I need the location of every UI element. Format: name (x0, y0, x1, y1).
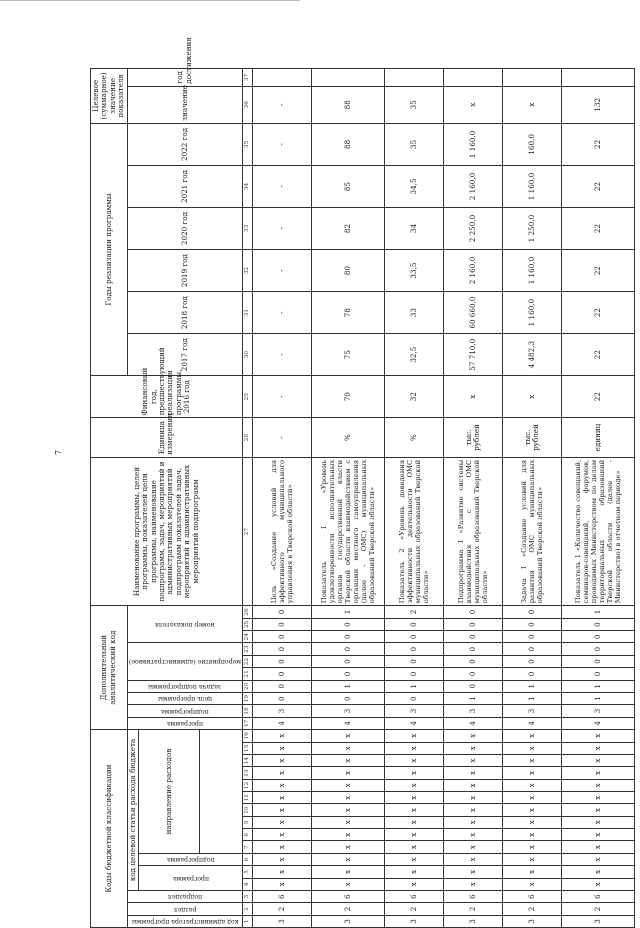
code-cell: 6 (311, 890, 384, 902)
code-cell: 2 (311, 903, 384, 915)
code-cell: x (384, 853, 443, 865)
code-cell: 3 (502, 705, 561, 717)
code-cell: 0 (561, 643, 634, 655)
code-cell: x (502, 779, 561, 791)
column-number: 24 (242, 631, 252, 643)
code-cell: 0 (443, 668, 502, 680)
subprogram-label: подпрограмма (161, 707, 209, 715)
row-base-value: 22 (561, 376, 634, 418)
code-cell: x (443, 878, 502, 890)
code-cell: x (561, 853, 634, 865)
code-cell: 1 (311, 680, 384, 692)
code-cell: 0 (311, 631, 384, 643)
year-value: 88 (311, 123, 384, 165)
code-cell: x (252, 878, 311, 890)
code-cell: x (561, 841, 634, 853)
code-cell: x (384, 767, 443, 779)
code-cell: 0 (502, 618, 561, 630)
subsection-label: подраздел (167, 893, 202, 901)
code-cell: 3 (311, 705, 384, 717)
code-cell: x (252, 853, 311, 865)
year-2019: 2019 год (127, 250, 242, 292)
code-cell: 0 (384, 618, 443, 630)
year-value: 32,5 (384, 334, 443, 376)
code-cell: x (561, 754, 634, 766)
code-cell: x (311, 779, 384, 791)
year-value: 1 160,0 (502, 292, 561, 334)
code-cell: 4 (443, 717, 502, 729)
code-cell: 0 (561, 668, 634, 680)
target-year (443, 69, 502, 87)
program-table (90, 37, 635, 928)
code-cell: 3 (252, 915, 311, 927)
code-cell: 0 (502, 606, 561, 619)
code-cell: 2 (502, 903, 561, 915)
column-number: 10 (242, 804, 252, 816)
code-cell: x (311, 878, 384, 890)
code-cell: 1 (561, 692, 634, 704)
code-cell: 0 (502, 631, 561, 643)
year-value: 57 710,0 (443, 334, 502, 376)
column-number: 20 (242, 680, 252, 692)
code-cell: x (502, 754, 561, 766)
code-cell: x (561, 804, 634, 816)
page-number: 7 (54, 449, 64, 456)
code-cell: 3 (384, 915, 443, 927)
code-cell: 0 (502, 655, 561, 667)
target-year (252, 69, 311, 87)
budget-codes-header: Коды бюджетной классификации (91, 730, 128, 928)
row-name: Показатель 2 «Уровень доведения эффективности деятельности ОМС муниципальных образований Тверской области» (384, 457, 443, 605)
year-2022: 2022 год (127, 123, 242, 165)
code-cell: 3 (384, 705, 443, 717)
code-cell: x (384, 742, 443, 754)
code-cell: x (384, 816, 443, 828)
code-cell: x (502, 804, 561, 816)
code-cell: x (311, 804, 384, 816)
year-value: 22 (561, 334, 634, 376)
code-cell: 0 (311, 668, 384, 680)
code-cell: x (252, 816, 311, 828)
year-value: 78 (311, 292, 384, 334)
target-code-label: код целевой статьи расхода бюджета (127, 730, 138, 891)
column-number: 16 (242, 730, 252, 743)
row-unit: % (384, 418, 443, 458)
code-cell: 2 (561, 903, 634, 915)
column-number: 30 (242, 334, 252, 376)
code-cell: 1 (384, 680, 443, 692)
target-year-label: год достижения (127, 69, 242, 87)
code-cell: 0 (252, 643, 311, 655)
row-unit: тыс. рублей (502, 418, 561, 458)
code-cell: 1 (502, 692, 561, 704)
column-number: 26 (242, 606, 252, 619)
target-value: x (443, 86, 502, 123)
row-name: Показатель 1 «Уровень удовлетворенности исполнительных органов государственной власти Тверской области взаимодействием с органами местного самоуправления (далее - ОМС) муниципальных образований Тверской области» (311, 457, 384, 605)
code-cell: x (384, 829, 443, 841)
code-cell: 0 (561, 655, 634, 667)
code-cell: x (311, 853, 384, 865)
target-year (561, 69, 634, 87)
year-value: 22 (561, 250, 634, 292)
code-cell: x (443, 792, 502, 804)
code-cell: 4 (252, 717, 311, 729)
target-value: - (252, 86, 311, 123)
code-cell: 1 (502, 680, 561, 692)
code-cell: 0 (443, 643, 502, 655)
code-cell: 0 (561, 618, 634, 630)
column-number: 22 (242, 655, 252, 667)
code-cell: 0 (311, 618, 384, 630)
direction-label: направление расходов (139, 730, 200, 854)
column-number: 3 (242, 890, 252, 902)
year-2021: 2021 год (127, 165, 242, 207)
column-number: 37 (242, 69, 252, 87)
code-cell: x (311, 829, 384, 841)
code-cell: 1 (561, 680, 634, 692)
code-cell: 0 (443, 655, 502, 667)
year-value: - (252, 165, 311, 207)
code-cell: 3 (443, 705, 502, 717)
year-value: 34 (384, 208, 443, 250)
code-cell: 0 (311, 692, 384, 704)
code-cell: 4 (502, 717, 561, 729)
column-number: 17 (242, 717, 252, 729)
code-cell: 0 (252, 692, 311, 704)
code-cell: x (384, 841, 443, 853)
row-unit: % (311, 418, 384, 458)
code-cell: x (311, 792, 384, 804)
target-value: 132 (561, 86, 634, 123)
activity-label: мероприятие (административное) (128, 658, 241, 666)
code-cell: x (384, 754, 443, 766)
column-number: 32 (242, 250, 252, 292)
code-cell: x (252, 742, 311, 754)
year-value: - (252, 334, 311, 376)
table-row (561, 69, 634, 928)
code-cell: x (311, 841, 384, 853)
code-cell: 3 (561, 915, 634, 927)
code-cell: 4 (384, 717, 443, 729)
code-cell: x (561, 866, 634, 878)
top-rule (0, 0, 300, 1)
code-cell: 3 (443, 915, 502, 927)
year-value: 2 160,0 (443, 250, 502, 292)
code-cell: 3 (561, 705, 634, 717)
code-cell: x (384, 730, 443, 743)
row-base-value: 70 (311, 376, 384, 418)
column-number: 11 (242, 792, 252, 804)
program-code-label: программа (172, 874, 209, 882)
name-header: Наименование программы, целей программы, показателей цели программы, наименование подпрограмм, задач, мероприятий и административных мероприятий подпрограмм показателей задач, мероприятий и административных мероприятий подпрограмм (91, 457, 243, 605)
code-cell: x (443, 804, 502, 816)
code-cell: 1 (443, 692, 502, 704)
year-value: 33 (384, 292, 443, 334)
column-number: 2 (242, 903, 252, 915)
code-cell: 0 (252, 618, 311, 630)
code-cell: x (311, 866, 384, 878)
row-base-value: 32 (384, 376, 443, 418)
indicator-num-label: номер показателя (155, 621, 215, 629)
code-cell: 0 (384, 668, 443, 680)
year-value: 82 (311, 208, 384, 250)
code-cell: x (502, 730, 561, 743)
target-value: 88 (311, 86, 384, 123)
year-value: 22 (561, 165, 634, 207)
code-cell: 6 (561, 890, 634, 902)
code-cell: x (561, 878, 634, 890)
code-cell: x (502, 829, 561, 841)
table-row (443, 69, 502, 928)
year-value: 75 (311, 334, 384, 376)
goal-label: цель программы (157, 695, 213, 703)
program-label: программа (166, 719, 203, 727)
column-number: 23 (242, 643, 252, 655)
table-row (502, 69, 561, 928)
target-value: 35 (384, 86, 443, 123)
year-value: 160,0 (502, 123, 561, 165)
code-cell: x (443, 829, 502, 841)
column-number: 5 (242, 866, 252, 878)
year-2018: 2018 год (127, 292, 242, 334)
column-number: 25 (242, 618, 252, 630)
table-row (311, 69, 384, 928)
year-value: 22 (561, 292, 634, 334)
year-value: 33,5 (384, 250, 443, 292)
code-cell: x (502, 841, 561, 853)
column-number: 28 (242, 418, 252, 458)
year-2017: 2017 год (127, 334, 242, 376)
table-row (252, 69, 311, 928)
year-value: 2 160,0 (443, 165, 502, 207)
code-cell: 0 (252, 655, 311, 667)
code-cell: x (252, 792, 311, 804)
code-cell: x (443, 816, 502, 828)
rotated-table-sheet (90, 37, 623, 928)
code-cell: x (502, 792, 561, 804)
code-cell: x (252, 730, 311, 743)
row-name: Цель «Создание условий для эффективного муниципального управления в Тверской области» (252, 457, 311, 605)
code-cell: 0 (252, 631, 311, 643)
code-cell: x (443, 853, 502, 865)
year-value: 85 (311, 165, 384, 207)
target-year (311, 69, 384, 87)
code-cell: x (252, 779, 311, 791)
row-unit: тыс. рублей (443, 418, 502, 458)
year-value: - (252, 292, 311, 334)
year-value: 2 250,0 (443, 208, 502, 250)
code-cell: x (502, 767, 561, 779)
subprogram-code-label: подпрограмма (166, 856, 215, 864)
row-base-value: x (502, 376, 561, 418)
year-value: - (252, 208, 311, 250)
column-number: 9 (242, 816, 252, 828)
column-number: 19 (242, 692, 252, 704)
code-cell: 0 (384, 692, 443, 704)
column-number: 34 (242, 165, 252, 207)
year-value: 1 160,0 (502, 250, 561, 292)
column-number: 35 (242, 123, 252, 165)
target-header: Целевое (суммарное) значение показателя (91, 69, 128, 124)
column-number: 1 (242, 915, 252, 927)
code-cell: 2 (443, 903, 502, 915)
code-cell: x (252, 829, 311, 841)
code-cell: 0 (384, 655, 443, 667)
code-cell: 4 (561, 717, 634, 729)
column-number: 6 (242, 853, 252, 865)
column-number: 29 (242, 376, 252, 418)
code-cell: 4 (311, 717, 384, 729)
code-cell: x (443, 754, 502, 766)
code-cell: x (311, 754, 384, 766)
code-cell: x (561, 792, 634, 804)
code-cell: x (561, 779, 634, 791)
row-base-value: - (252, 376, 311, 418)
code-cell: 0 (443, 606, 502, 619)
row-unit: - (252, 418, 311, 458)
code-cell: 0 (502, 643, 561, 655)
code-cell: x (502, 742, 561, 754)
code-cell: 6 (502, 890, 561, 902)
code-cell: 1 (561, 606, 634, 619)
column-number: 31 (242, 292, 252, 334)
code-cell: 0 (443, 618, 502, 630)
code-cell: x (252, 841, 311, 853)
target-value: x (502, 86, 561, 123)
code-cell: 0 (311, 643, 384, 655)
code-cell: 6 (252, 890, 311, 902)
year-value: 35 (384, 123, 443, 165)
direction-sub (199, 730, 242, 854)
code-cell: x (384, 804, 443, 816)
code-cell: x (561, 767, 634, 779)
code-cell: x (252, 767, 311, 779)
column-number: 27 (242, 457, 252, 605)
code-cell: 0 (252, 668, 311, 680)
code-cell: x (311, 767, 384, 779)
year-value: 1 160,0 (502, 165, 561, 207)
row-name: Подпрограмма 1 «Развитие системы взаимодействия с ОМС муниципальных образований Тверской области» (443, 457, 502, 605)
code-cell: x (443, 841, 502, 853)
code-cell: x (384, 792, 443, 804)
unit-header: Единица измерения (91, 418, 243, 458)
code-cell: x (502, 878, 561, 890)
column-number: 21 (242, 668, 252, 680)
code-cell: 6 (384, 890, 443, 902)
code-cell: x (443, 767, 502, 779)
row-unit: единиц (561, 418, 634, 458)
year-value: - (252, 123, 311, 165)
column-number: 15 (242, 742, 252, 754)
years-header: Годы реализации программы (91, 123, 128, 375)
code-cell: 3 (311, 915, 384, 927)
code-cell: x (384, 878, 443, 890)
code-cell: x (443, 742, 502, 754)
column-number: 4 (242, 878, 252, 890)
code-cell: 2 (384, 903, 443, 915)
code-cell: x (443, 866, 502, 878)
code-cell: x (384, 779, 443, 791)
code-cell: 0 (384, 643, 443, 655)
code-cell: x (252, 804, 311, 816)
target-year (502, 69, 561, 87)
year-value: 22 (561, 208, 634, 250)
code-cell: x (502, 853, 561, 865)
code-cell: x (311, 742, 384, 754)
code-cell: x (561, 816, 634, 828)
code-cell: 0 (502, 668, 561, 680)
task-label: задача подпрограммы (148, 682, 222, 690)
column-number: 33 (242, 208, 252, 250)
code-cell: 0 (443, 680, 502, 692)
year-value: 34,5 (384, 165, 443, 207)
base-year-header: Финансовый год, предшествующий реализации программы, 2016 год (91, 376, 243, 418)
row-name: Задача 1 «Создание условий для развития ОМС муниципальных образований Тверской области» (502, 457, 561, 605)
code-cell: x (443, 730, 502, 743)
column-number: 14 (242, 754, 252, 766)
column-number: 36 (242, 86, 252, 123)
code-cell: 0 (311, 655, 384, 667)
code-cell: x (252, 754, 311, 766)
code-cell: 0 (252, 606, 311, 619)
row-base-value: x (443, 376, 502, 418)
code-cell: x (561, 730, 634, 743)
column-number: 18 (242, 705, 252, 717)
code-cell: x (311, 730, 384, 743)
code-cell: x (502, 866, 561, 878)
additional-code-header: Дополнительный аналитический код (91, 606, 128, 730)
code-cell: 3 (252, 705, 311, 717)
column-number: 13 (242, 767, 252, 779)
column-number: 7 (242, 841, 252, 853)
year-value: 80 (311, 250, 384, 292)
code-cell: 2 (384, 606, 443, 619)
year-value: 1 250,0 (502, 208, 561, 250)
code-cell: x (384, 866, 443, 878)
column-number: 8 (242, 829, 252, 841)
code-cell: 0 (561, 631, 634, 643)
code-cell: 3 (502, 915, 561, 927)
year-2020: 2020 год (127, 208, 242, 250)
year-value: - (252, 250, 311, 292)
year-value: 4 482,3 (502, 334, 561, 376)
code-cell: x (502, 816, 561, 828)
code-cell: x (561, 742, 634, 754)
year-value: 60 660,0 (443, 292, 502, 334)
code-cell: x (443, 779, 502, 791)
code-cell: 0 (252, 680, 311, 692)
code-cell: 2 (252, 903, 311, 915)
admin-code-label: код администратора программы (131, 917, 239, 925)
code-cell: x (561, 829, 634, 841)
target-value-label: значение (127, 86, 242, 123)
code-cell: 0 (443, 631, 502, 643)
target-year (384, 69, 443, 87)
code-cell: x (252, 866, 311, 878)
table-row (384, 69, 443, 928)
code-cell: 6 (443, 890, 502, 902)
row-name: Показатель 1 «Количество совещаний, семинаров-совещаний, форумов, проводимых Министерством по делам территориальных образований Тверской области (далее - Министерство) в отчетном периоде» (561, 457, 634, 605)
code-cell: x (311, 816, 384, 828)
year-value: 22 (561, 123, 634, 165)
code-cell: 0 (384, 631, 443, 643)
section-label: раздел (173, 905, 197, 913)
code-cell: 1 (311, 606, 384, 619)
column-number: 12 (242, 779, 252, 791)
year-value: 1 160,0 (443, 123, 502, 165)
